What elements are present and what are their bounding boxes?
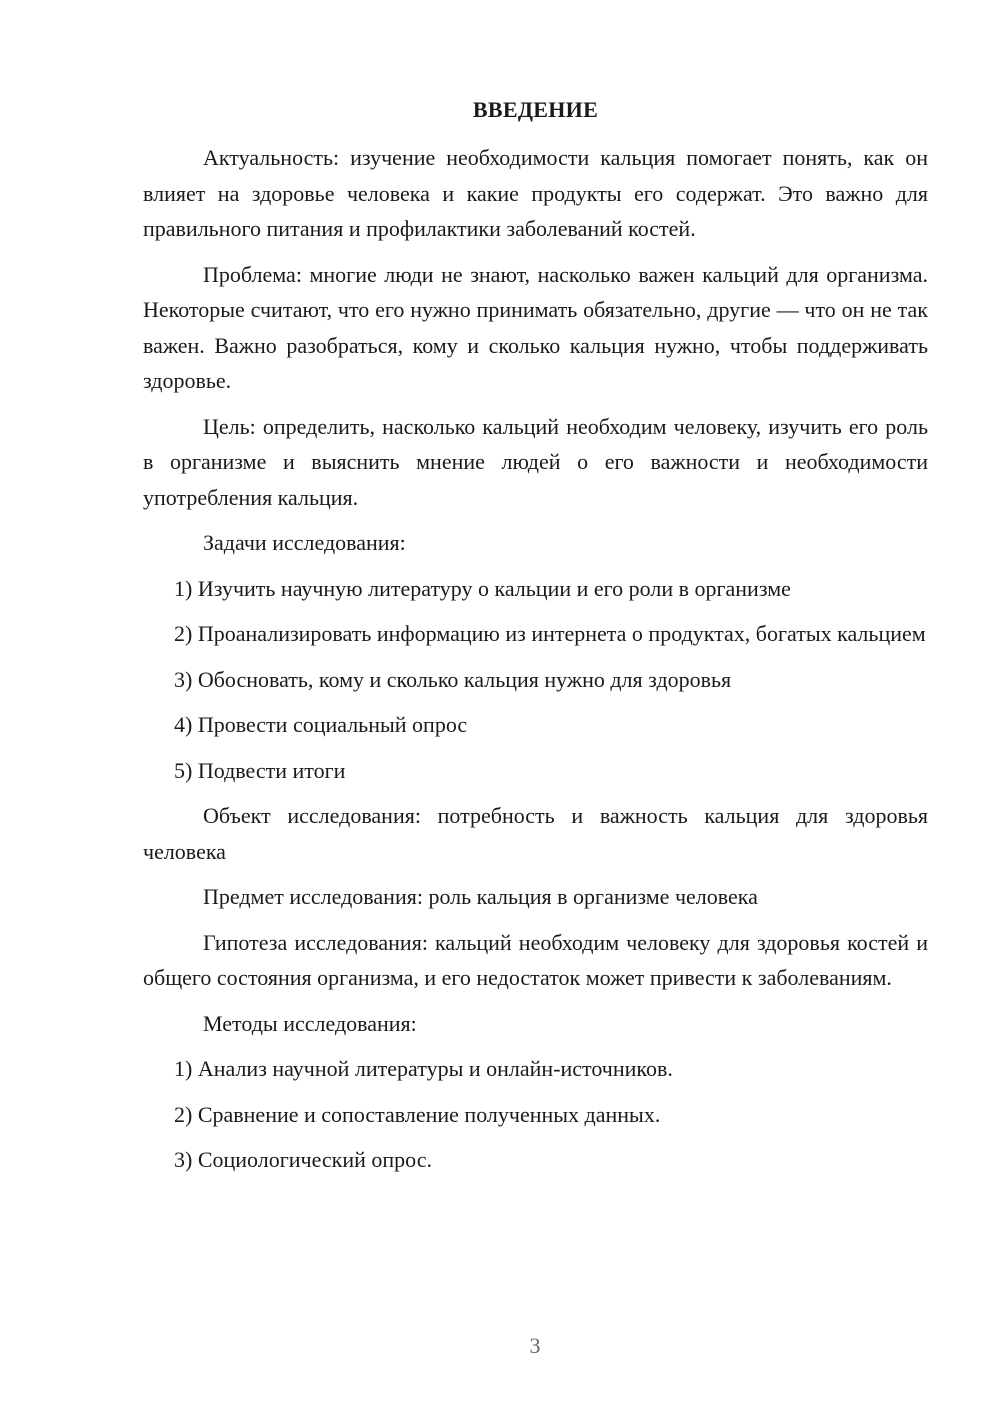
subject-paragraph: Предмет исследования: роль кальция в организме человека <box>203 884 758 909</box>
method-item: 2) Сравнение и сопоставление полученных данных. <box>174 1101 661 1127</box>
goal-paragraph: Цель: определить, насколько кальций необходим человеку, изучить его роль в организме и выяснить мнение людей о его важности и необходимости употребления кальция. <box>143 413 928 510</box>
method-item: 3) Социологический опрос. <box>174 1147 432 1172</box>
task-item: 1) Изучить научную литературу о кальции и его роли в организме <box>174 575 791 601</box>
section-title: ВВЕДЕНИЕ <box>472 97 599 122</box>
tasks-heading: Задачи исследования: <box>203 530 406 555</box>
page-number: 3 <box>529 1333 541 1358</box>
methods-list <box>143 1051 928 1178</box>
task-item: 4) Провести социальный опрос <box>174 712 468 737</box>
problem-paragraph: Проблема: многие люди не знают, насколько важен кальций для организма. Некоторые считают, что его нужно принимать обязательно, другие — что он не так важен. Важно разобраться, кому и сколько кальция нужно, чтобы поддерживать здоровье. <box>143 261 928 393</box>
relevance-paragraph: Актуальность: изучение необходимости кальция помогает понять, как он влияет на здоровье человека и какие продукты его содержат. Это важно для правильного питания и профилактики заболеваний костей. <box>143 145 928 241</box>
document-body <box>143 92 928 1188</box>
method-item: 1) Анализ научной литературы и онлайн-источников. <box>174 1056 673 1081</box>
task-item: 2) Проанализировать информацию из интернета о продуктах, богатых кальцием <box>174 621 926 646</box>
task-item: 5) Подвести итоги <box>174 757 346 783</box>
tasks-list <box>143 571 928 789</box>
object-paragraph: Объект исследования: потребность и важность кальция для здоровья человека <box>143 803 928 864</box>
task-item: 3) Обосновать, кому и сколько кальция нужно для здоровья <box>174 666 732 692</box>
hypothesis-paragraph: Гипотеза исследования: кальций необходим человеку для здоровья костей и общего состояния организма, и его недостаток может привести к заболеваниям. <box>143 929 928 990</box>
methods-heading: Методы исследования: <box>203 1010 417 1036</box>
